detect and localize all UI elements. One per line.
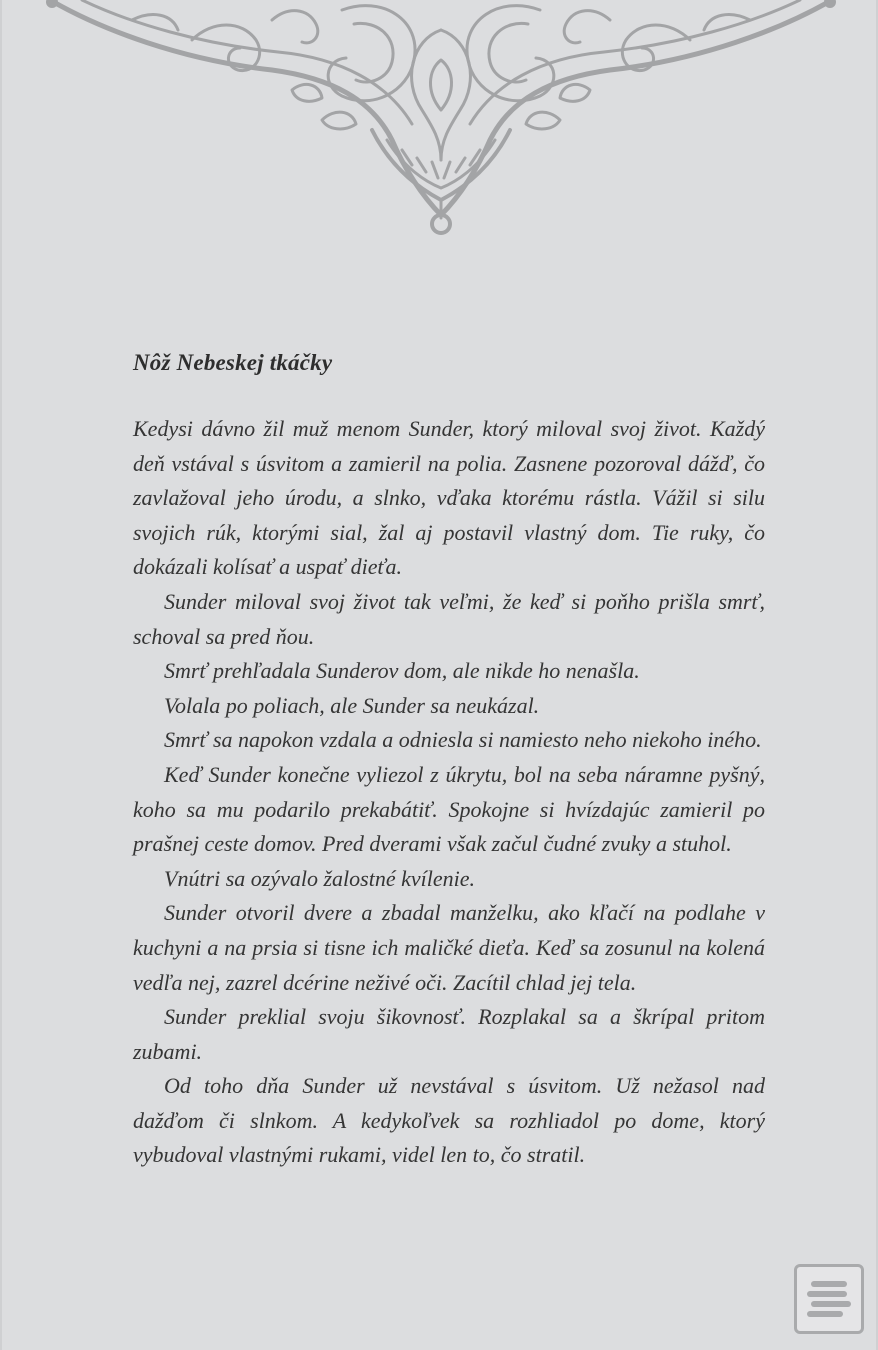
story-title: Nôž Nebeskej tkáčky (133, 350, 333, 375)
story-body (133, 412, 765, 1173)
story-paragraph: Sunder otvoril dvere a zbadal manželku, ako kľačí na podlahe v kuchyni a na prsia si tisne ich maličké dieťa. Keď sa zosunul na kolená vedľa nej, zazrel dcérine neživé oči. Zacítil chlad jej tela. (133, 900, 765, 995)
story-paragraph: Keď Sunder konečne vyliezol z úkrytu, bol na seba náramne pyšný, koho sa mu podarilo prekabátiť. Spokojne si hvízdajúc zamieril po prašnej ceste domov. Pred dverami však začul čudné zvuky a stuhol. (133, 761, 765, 857)
story-paragraph: Volala po poliach, ale Sunder sa neukázal. (164, 692, 540, 718)
story-paragraph: Sunder preklial svoju šikovnosť. Rozplakal sa a škrípal pritom zubami. (133, 1004, 765, 1064)
story-content (133, 350, 765, 1173)
story-paragraph: Vnútri sa ozývalo žalostné kvílenie. (164, 865, 475, 891)
story-paragraph: Od toho dňa Sunder už nevstával s úsvitom. Už nežasol nad dažďom či slnkom. A kedykoľvek sa rozhliadol po dome, ktorý vybudoval vlastnými rukami, videl len to, čo stratil. (133, 1073, 765, 1168)
story-paragraph: Kedysi dávno žil muž menom Sunder, ktorý miloval svoj život. Každý deň vstával s úsvitom a zamieril na polia. Zasnene pozoroval dážď, čo zavlažoval jeho úrodu, a slnko, vďaka ktorému rástla. Vážil si silu svojich rúk, ktorými sial, žal aj postavil vlastný dom. Tie ruky, čo dokázali kolísať a uspať dieťa. (133, 416, 765, 580)
story-paragraph: Smrť prehľadala Sunderov dom, ale nikde ho nenašla. (164, 658, 640, 684)
paisley-ornament-icon (42, 0, 840, 240)
reader-menu-button[interactable] (794, 1264, 864, 1334)
story-paragraph: Sunder miloval svoj život tak veľmi, že keď si poňho prišla smrť, schoval sa pred ňou. (133, 588, 765, 649)
story-paragraph: Smrť sa napokon vzdala a odniesla si namiesto neho niekoho iného. (164, 727, 762, 753)
reader-menu-icon (805, 1277, 853, 1321)
